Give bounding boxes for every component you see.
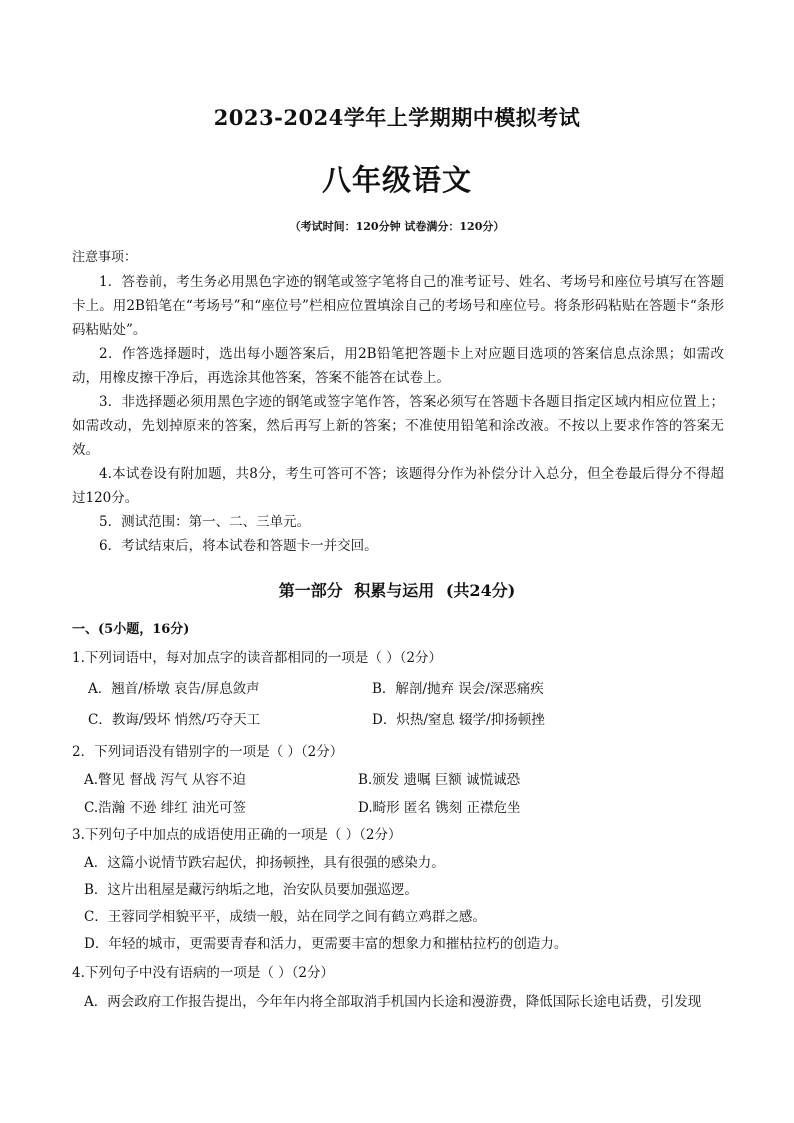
notice-list <box>72 270 724 558</box>
section-heading: 一、(5小题，16分) <box>72 622 190 637</box>
q1-stem: 1.下列词语中，每对加点字的读音都相同的一项是（ ）（2分） <box>72 650 443 666</box>
notice-heading: 注意事项： <box>72 250 138 265</box>
q4-option-a: A．两会政府工作报告提出，今年年内将全部取消手机国内长途和漫游费，降低国际长途电话费，引发现 <box>84 994 702 1010</box>
q3-option-a: A．这篇小说情节跌宕起伏，抑扬顿挫，具有很强的感染力。 <box>84 855 445 871</box>
notice-item: 4.本试卷设有附加题，共8分，考生可答可不答；该题得分作为补偿分计入总分，但全卷最后得分不得超过120分。 <box>72 466 724 506</box>
notice-item: 5．测试范围：第一、二、三单元。 <box>99 514 311 530</box>
notice-item: 1．答卷前，考生务必用黑色字迹的钢笔或签字笔将自己的准考证号、姓名、考场号和座位号填写在答题卡上。用2B铅笔在“考场号”和“座位号”栏相应位置填涂自己的考场号和座位号。将条形码粘贴在答题卡“条形码粘贴处”。 <box>72 274 724 338</box>
q3-stem: 3.下列句子中加点的成语使用正确的一项是（ ）（2分） <box>72 827 402 843</box>
q3-option-b: B．这片出租屋是藏污纳垢之地，治安队员要加强巡逻。 <box>84 882 418 898</box>
q1-option-d: D．炽热/窒息 辍学/抑扬顿挫 <box>372 712 545 728</box>
q1-option-a: A．翘首/桥墩 哀告/屏息敛声 <box>88 681 260 697</box>
q1-option-b: B．解剖/抛弃 误会/深恶痛疾 <box>372 681 544 697</box>
q3-option-c: C．王蓉同学相貌平平，成绩一般，站在同学之间有鹤立鸡群之感。 <box>84 909 486 925</box>
notice-item: 2．作答选择题时，选出每小题答案后，用2B铅笔把答题卡上对应题目选项的答案信息点涂黑；如需改动，用橡皮擦干净后，再选涂其他答案，答案不能答在试卷上。 <box>72 346 724 386</box>
q2-option-c: C.浩瀚 不逊 绯红 油光可签 <box>84 800 247 816</box>
q2-stem: 2．下列词语没有错别字的一项是（ ）（2分） <box>72 744 344 760</box>
q4-stem: 4.下列句子中没有语病的一项是（ ）（2分） <box>72 965 335 981</box>
exam-title: 2023-2024学年上学期期中模拟考试 <box>213 105 581 130</box>
subject-title: 八年级语文 <box>321 163 472 197</box>
q1-option-c: C．教诲/毁坏 悄然/巧夺天工 <box>88 712 261 728</box>
notice-item: 3．非选择题必须用黑色字迹的钢笔或签字笔作答，答案必须写在答题卡各题目指定区域内相应位置上；如需改动，先划掉原来的答案，然后再写上新的答案；不准使用铅笔和涂改液。不按以上要求作答的答案无效。 <box>72 394 724 458</box>
q2-option-b: B.颁发 遗嘱 巨额 诚慌诚恐 <box>358 772 521 788</box>
q2-option-a: A.瞥见 督战 泻气 从容不迫 <box>84 772 246 788</box>
q2-option-d: D.畸形 匿名 镌刻 正襟危坐 <box>358 800 521 816</box>
part1-heading: 第一部分 积累与运用 (共24分) <box>278 581 516 600</box>
notice-item: 6．考试结束后，将本试卷和答题卡一并交回。 <box>99 538 378 554</box>
q3-option-d: D．年轻的城市，更需要青春和活力，更需要丰富的想象力和摧枯拉朽的创造力。 <box>84 936 568 952</box>
exam-info: （考试时间：120分钟 试卷满分：120分） <box>289 220 505 233</box>
